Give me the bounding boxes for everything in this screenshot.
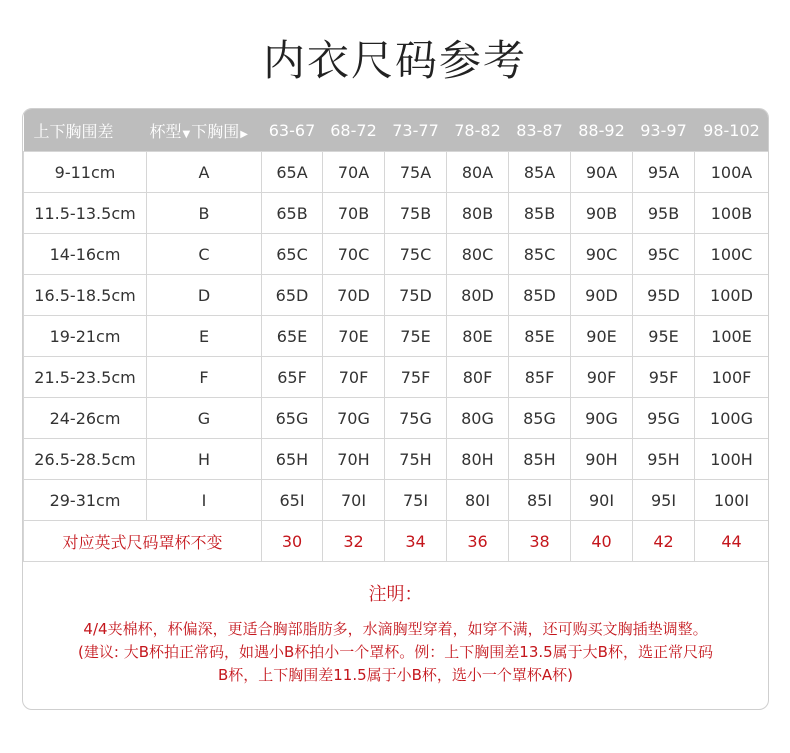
size-cell: 95B xyxy=(633,193,695,234)
size-cell: 95G xyxy=(633,398,695,439)
size-cell: 90A xyxy=(571,152,633,193)
header-row xyxy=(24,109,769,152)
size-cell: 70A xyxy=(323,152,385,193)
size-cell: 100E xyxy=(695,316,769,357)
uk-size-label: 对应英式尺码罩杯不变 xyxy=(24,521,262,562)
header-cup-underbust xyxy=(147,109,262,152)
arrow-down-icon: ▼ xyxy=(182,128,191,140)
size-chart-panel xyxy=(22,108,769,710)
cup-cell: G xyxy=(147,398,262,439)
size-cell: 65A xyxy=(262,152,323,193)
bust-difference-cell: 26.5-28.5cm xyxy=(24,439,147,480)
cup-cell: H xyxy=(147,439,262,480)
header-band: 68-72 xyxy=(323,109,385,152)
size-cell: 100B xyxy=(695,193,769,234)
arrow-right-icon: ▶ xyxy=(240,128,248,140)
size-cell: 80A xyxy=(447,152,509,193)
size-cell: 75H xyxy=(385,439,447,480)
size-cell: 65H xyxy=(262,439,323,480)
cup-cell: I xyxy=(147,480,262,521)
table-row xyxy=(24,193,769,234)
bust-difference-cell: 24-26cm xyxy=(24,398,147,439)
size-cell: 95H xyxy=(633,439,695,480)
bust-difference-cell: 14-16cm xyxy=(24,234,147,275)
size-cell: 85F xyxy=(509,357,571,398)
cup-cell: B xyxy=(147,193,262,234)
cup-cell: E xyxy=(147,316,262,357)
cup-cell: A xyxy=(147,152,262,193)
size-cell: 90I xyxy=(571,480,633,521)
size-cell: 80F xyxy=(447,357,509,398)
size-cell: 75D xyxy=(385,275,447,316)
table-row xyxy=(24,275,769,316)
uk-size-cell: 32 xyxy=(323,521,385,562)
size-cell: 75B xyxy=(385,193,447,234)
table-row xyxy=(24,152,769,193)
size-cell: 100A xyxy=(695,152,769,193)
header-band: 73-77 xyxy=(385,109,447,152)
size-cell: 85C xyxy=(509,234,571,275)
size-cell: 85D xyxy=(509,275,571,316)
uk-size-cell: 34 xyxy=(385,521,447,562)
size-cell: 90G xyxy=(571,398,633,439)
header-band: 88-92 xyxy=(571,109,633,152)
size-cell: 65E xyxy=(262,316,323,357)
bust-difference-cell: 19-21cm xyxy=(24,316,147,357)
size-cell: 65I xyxy=(262,480,323,521)
size-cell: 90B xyxy=(571,193,633,234)
size-cell: 70I xyxy=(323,480,385,521)
header-bust-difference: 上下胸围差 xyxy=(24,109,147,152)
size-cell: 85A xyxy=(509,152,571,193)
size-cell: 75E xyxy=(385,316,447,357)
size-cell: 80C xyxy=(447,234,509,275)
size-cell: 75G xyxy=(385,398,447,439)
size-cell: 65D xyxy=(262,275,323,316)
size-cell: 65G xyxy=(262,398,323,439)
size-cell: 95A xyxy=(633,152,695,193)
size-cell: 90E xyxy=(571,316,633,357)
bust-difference-cell: 21.5-23.5cm xyxy=(24,357,147,398)
uk-size-cell: 36 xyxy=(447,521,509,562)
size-cell: 85I xyxy=(509,480,571,521)
uk-size-cell: 30 xyxy=(262,521,323,562)
uk-size-cell: 44 xyxy=(695,521,769,562)
size-cell: 95D xyxy=(633,275,695,316)
size-cell: 80G xyxy=(447,398,509,439)
size-cell: 90C xyxy=(571,234,633,275)
size-cell: 80H xyxy=(447,439,509,480)
page-title: 内衣尺码参考 xyxy=(262,36,527,85)
cup-cell: D xyxy=(147,275,262,316)
size-cell: 90F xyxy=(571,357,633,398)
size-cell: 85B xyxy=(509,193,571,234)
table-row xyxy=(24,480,769,521)
table-row xyxy=(24,316,769,357)
size-cell: 90H xyxy=(571,439,633,480)
size-cell: 80E xyxy=(447,316,509,357)
table-row xyxy=(24,439,769,480)
size-cell: 75A xyxy=(385,152,447,193)
size-cell: 80D xyxy=(447,275,509,316)
size-cell: 85G xyxy=(509,398,571,439)
header-underbust-label: 下胸围 xyxy=(191,121,240,141)
notes-line: (建议: 大B杯拍正常码，如遇小B杯拍小一个罩杯。例：上下胸围差13.5属于大B杯，选正常尺码 xyxy=(78,643,713,661)
size-cell: 100F xyxy=(695,357,769,398)
cup-cell: C xyxy=(147,234,262,275)
header-band: 83-87 xyxy=(509,109,571,152)
size-cell: 70D xyxy=(323,275,385,316)
bust-difference-cell: 16.5-18.5cm xyxy=(24,275,147,316)
size-cell: 100C xyxy=(695,234,769,275)
size-cell: 80I xyxy=(447,480,509,521)
bust-difference-cell: 11.5-13.5cm xyxy=(24,193,147,234)
size-cell: 90D xyxy=(571,275,633,316)
header-band: 78-82 xyxy=(447,109,509,152)
size-cell: 100G xyxy=(695,398,769,439)
size-cell: 85H xyxy=(509,439,571,480)
header-cup-label: 杯型 xyxy=(149,121,182,141)
bust-difference-cell: 29-31cm xyxy=(24,480,147,521)
notes-title: 注明： xyxy=(368,584,423,605)
header-band: 93-97 xyxy=(633,109,695,152)
header-band: 63-67 xyxy=(262,109,323,152)
size-cell: 95F xyxy=(633,357,695,398)
size-cell: 100I xyxy=(695,480,769,521)
notes-section xyxy=(23,562,768,687)
table-row xyxy=(24,398,769,439)
size-cell: 85E xyxy=(509,316,571,357)
uk-size-cell: 40 xyxy=(571,521,633,562)
table-row xyxy=(24,357,769,398)
size-table xyxy=(23,109,769,562)
size-cell: 75I xyxy=(385,480,447,521)
uk-size-row xyxy=(24,521,769,562)
table-row xyxy=(24,234,769,275)
notes-line: B杯，上下胸围差11.5属于小B杯，选小一个罩杯A杯) xyxy=(217,666,574,684)
uk-size-cell: 42 xyxy=(633,521,695,562)
size-cell: 95C xyxy=(633,234,695,275)
size-cell: 100H xyxy=(695,439,769,480)
size-cell: 70B xyxy=(323,193,385,234)
size-cell: 70E xyxy=(323,316,385,357)
size-cell: 75F xyxy=(385,357,447,398)
size-cell: 70G xyxy=(323,398,385,439)
bust-difference-cell: 9-11cm xyxy=(24,152,147,193)
uk-size-cell: 38 xyxy=(509,521,571,562)
size-cell: 65F xyxy=(262,357,323,398)
size-cell: 95E xyxy=(633,316,695,357)
size-cell: 65B xyxy=(262,193,323,234)
cup-cell: F xyxy=(147,357,262,398)
size-cell: 70F xyxy=(323,357,385,398)
size-cell: 65C xyxy=(262,234,323,275)
size-cell: 70C xyxy=(323,234,385,275)
notes-line: 4/4夹棉杯，杯偏深，更适合胸部脂肪多，水滴胸型穿着，如穿不满，还可购买文胸插垫调整。 xyxy=(83,620,708,638)
size-cell: 70H xyxy=(323,439,385,480)
header-band: 98-102 xyxy=(695,109,769,152)
size-cell: 80B xyxy=(447,193,509,234)
size-cell: 95I xyxy=(633,480,695,521)
size-cell: 100D xyxy=(695,275,769,316)
size-cell: 75C xyxy=(385,234,447,275)
